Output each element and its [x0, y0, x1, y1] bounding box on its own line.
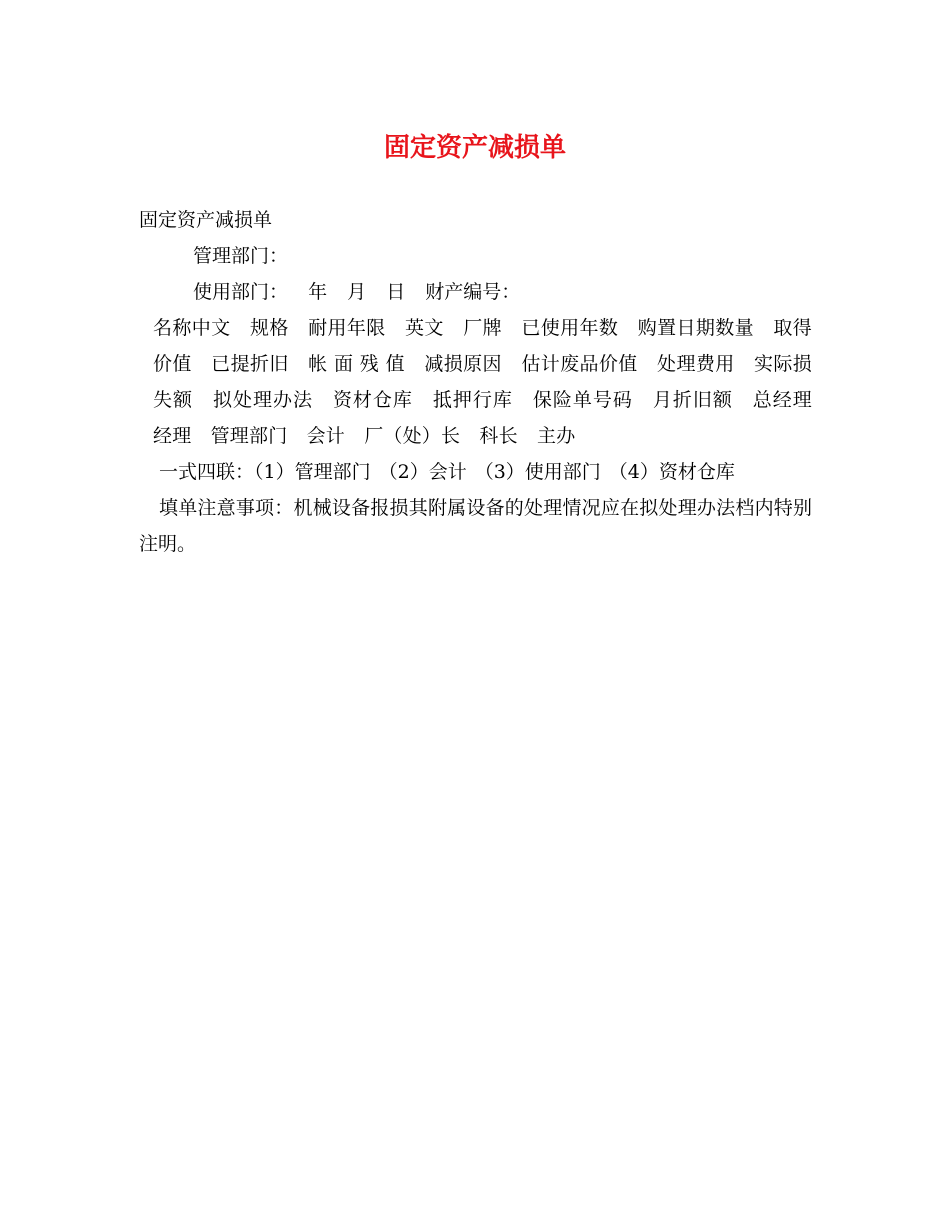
document-title: 固定资产减损单 [383, 133, 566, 163]
using-dept-line [139, 274, 812, 310]
copy-item: （4）资材仓库 [608, 461, 735, 483]
date-year: 年 [308, 281, 328, 303]
copy-item: （3）使用部门 [474, 461, 601, 483]
copies-line [139, 454, 812, 490]
form-fields-list: 名称中文 规格 耐用年限 英文 厂牌 已使用年数 购置日期数量 取得价值 已提折旧 帐 面 残 值 减损原因 估计废品价值 处理费用 实际损失额 拟处理办法 资材仓库 抵押行库 保险单号码 月折旧额 总经理 经理 管理部门 会计 厂（处）长 科长 主办 [153, 317, 832, 447]
filling-note: 填单注意事项：机械设备报损其附属设备的处理情况应在拟处理办法档内特别注明。 [139, 497, 812, 555]
copy-item: （2）会计 [378, 461, 467, 483]
management-dept-label: 管理部门： [193, 245, 289, 267]
date-day: 日 [386, 281, 406, 303]
management-dept-line [139, 238, 812, 274]
using-dept-label: 使用部门： [193, 281, 289, 303]
date-month: 月 [347, 281, 367, 303]
asset-number-label: 财产编号： [425, 281, 521, 303]
form-name: 固定资产减损单 [139, 209, 273, 231]
document-body [139, 202, 832, 562]
copy-item: （1）管理部门 [254, 461, 371, 483]
copies-label: 一式四联： [159, 461, 255, 483]
